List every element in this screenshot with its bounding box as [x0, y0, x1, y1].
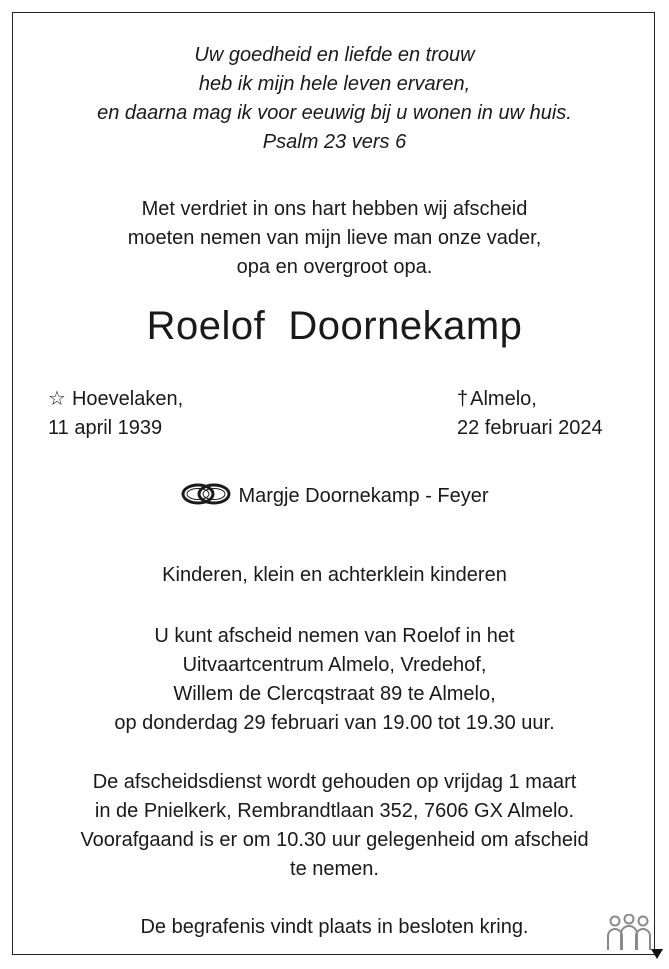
- family-line: Kinderen, klein en achterklein kinderen: [162, 564, 507, 586]
- visitation-line-2: Uitvaartcentrum Almelo, Vredehof,: [182, 654, 487, 676]
- visitation-line-1: U kunt afscheid nemen van Roelof in het: [154, 625, 515, 647]
- birth-date: 11 april 1939: [48, 417, 163, 439]
- poem-line-2: heb ik mijn hele leven ervaren,: [198, 73, 471, 95]
- deceased-name: Roelof Doornekamp: [146, 304, 523, 348]
- star-icon: ☆: [48, 388, 66, 410]
- birth-place: Hoevelaken,: [71, 388, 184, 410]
- service-line-2: in de Pnielkerk, Rembrandtlaan 352, 7606 GX Almelo.: [94, 800, 575, 822]
- death-place-row: [457, 385, 537, 414]
- service-line-1: De afscheidsdienst wordt gehouden op vrijdag 1 maart: [92, 771, 577, 793]
- people-group-icon: [606, 914, 652, 957]
- service-line-4: te nemen.: [290, 858, 379, 880]
- spouse-name: Margje Doornekamp - Feyer: [238, 485, 489, 507]
- wedding-rings-icon: [180, 481, 232, 516]
- death-place: Almelo,: [470, 388, 537, 410]
- intro-line-2: moeten nemen van mijn lieve man onze vader,: [127, 227, 542, 249]
- intro-line-3: opa en overgroot opa.: [236, 256, 433, 278]
- service-line-3: Voorafgaand is er om 10.30 uur gelegenheid om afscheid: [80, 829, 589, 851]
- visitation-line-4: op donderdag 29 februari van 19.00 tot 19.30 uur.: [114, 712, 555, 734]
- intro-line-1: Met verdriet in ons hart hebben wij afscheid: [141, 198, 528, 220]
- burial-line: De begrafenis vindt plaats in besloten kring.: [140, 916, 529, 938]
- spouse-row: [0, 481, 669, 516]
- poem-line-3: en daarna mag ik voor eeuwig bij u wonen in uw huis.: [97, 102, 572, 124]
- death-date: 22 februari 2024: [457, 417, 603, 439]
- visitation-line-3: Willem de Clercqstraat 89 te Almelo,: [173, 683, 496, 705]
- arrow-down-icon[interactable]: [651, 946, 663, 964]
- poem-reference: Psalm 23 vers 6: [262, 131, 407, 153]
- poem-line-1: Uw goedheid en liefde en trouw: [194, 44, 475, 66]
- cross-icon: †: [457, 388, 469, 410]
- birth-place-row: [48, 385, 183, 414]
